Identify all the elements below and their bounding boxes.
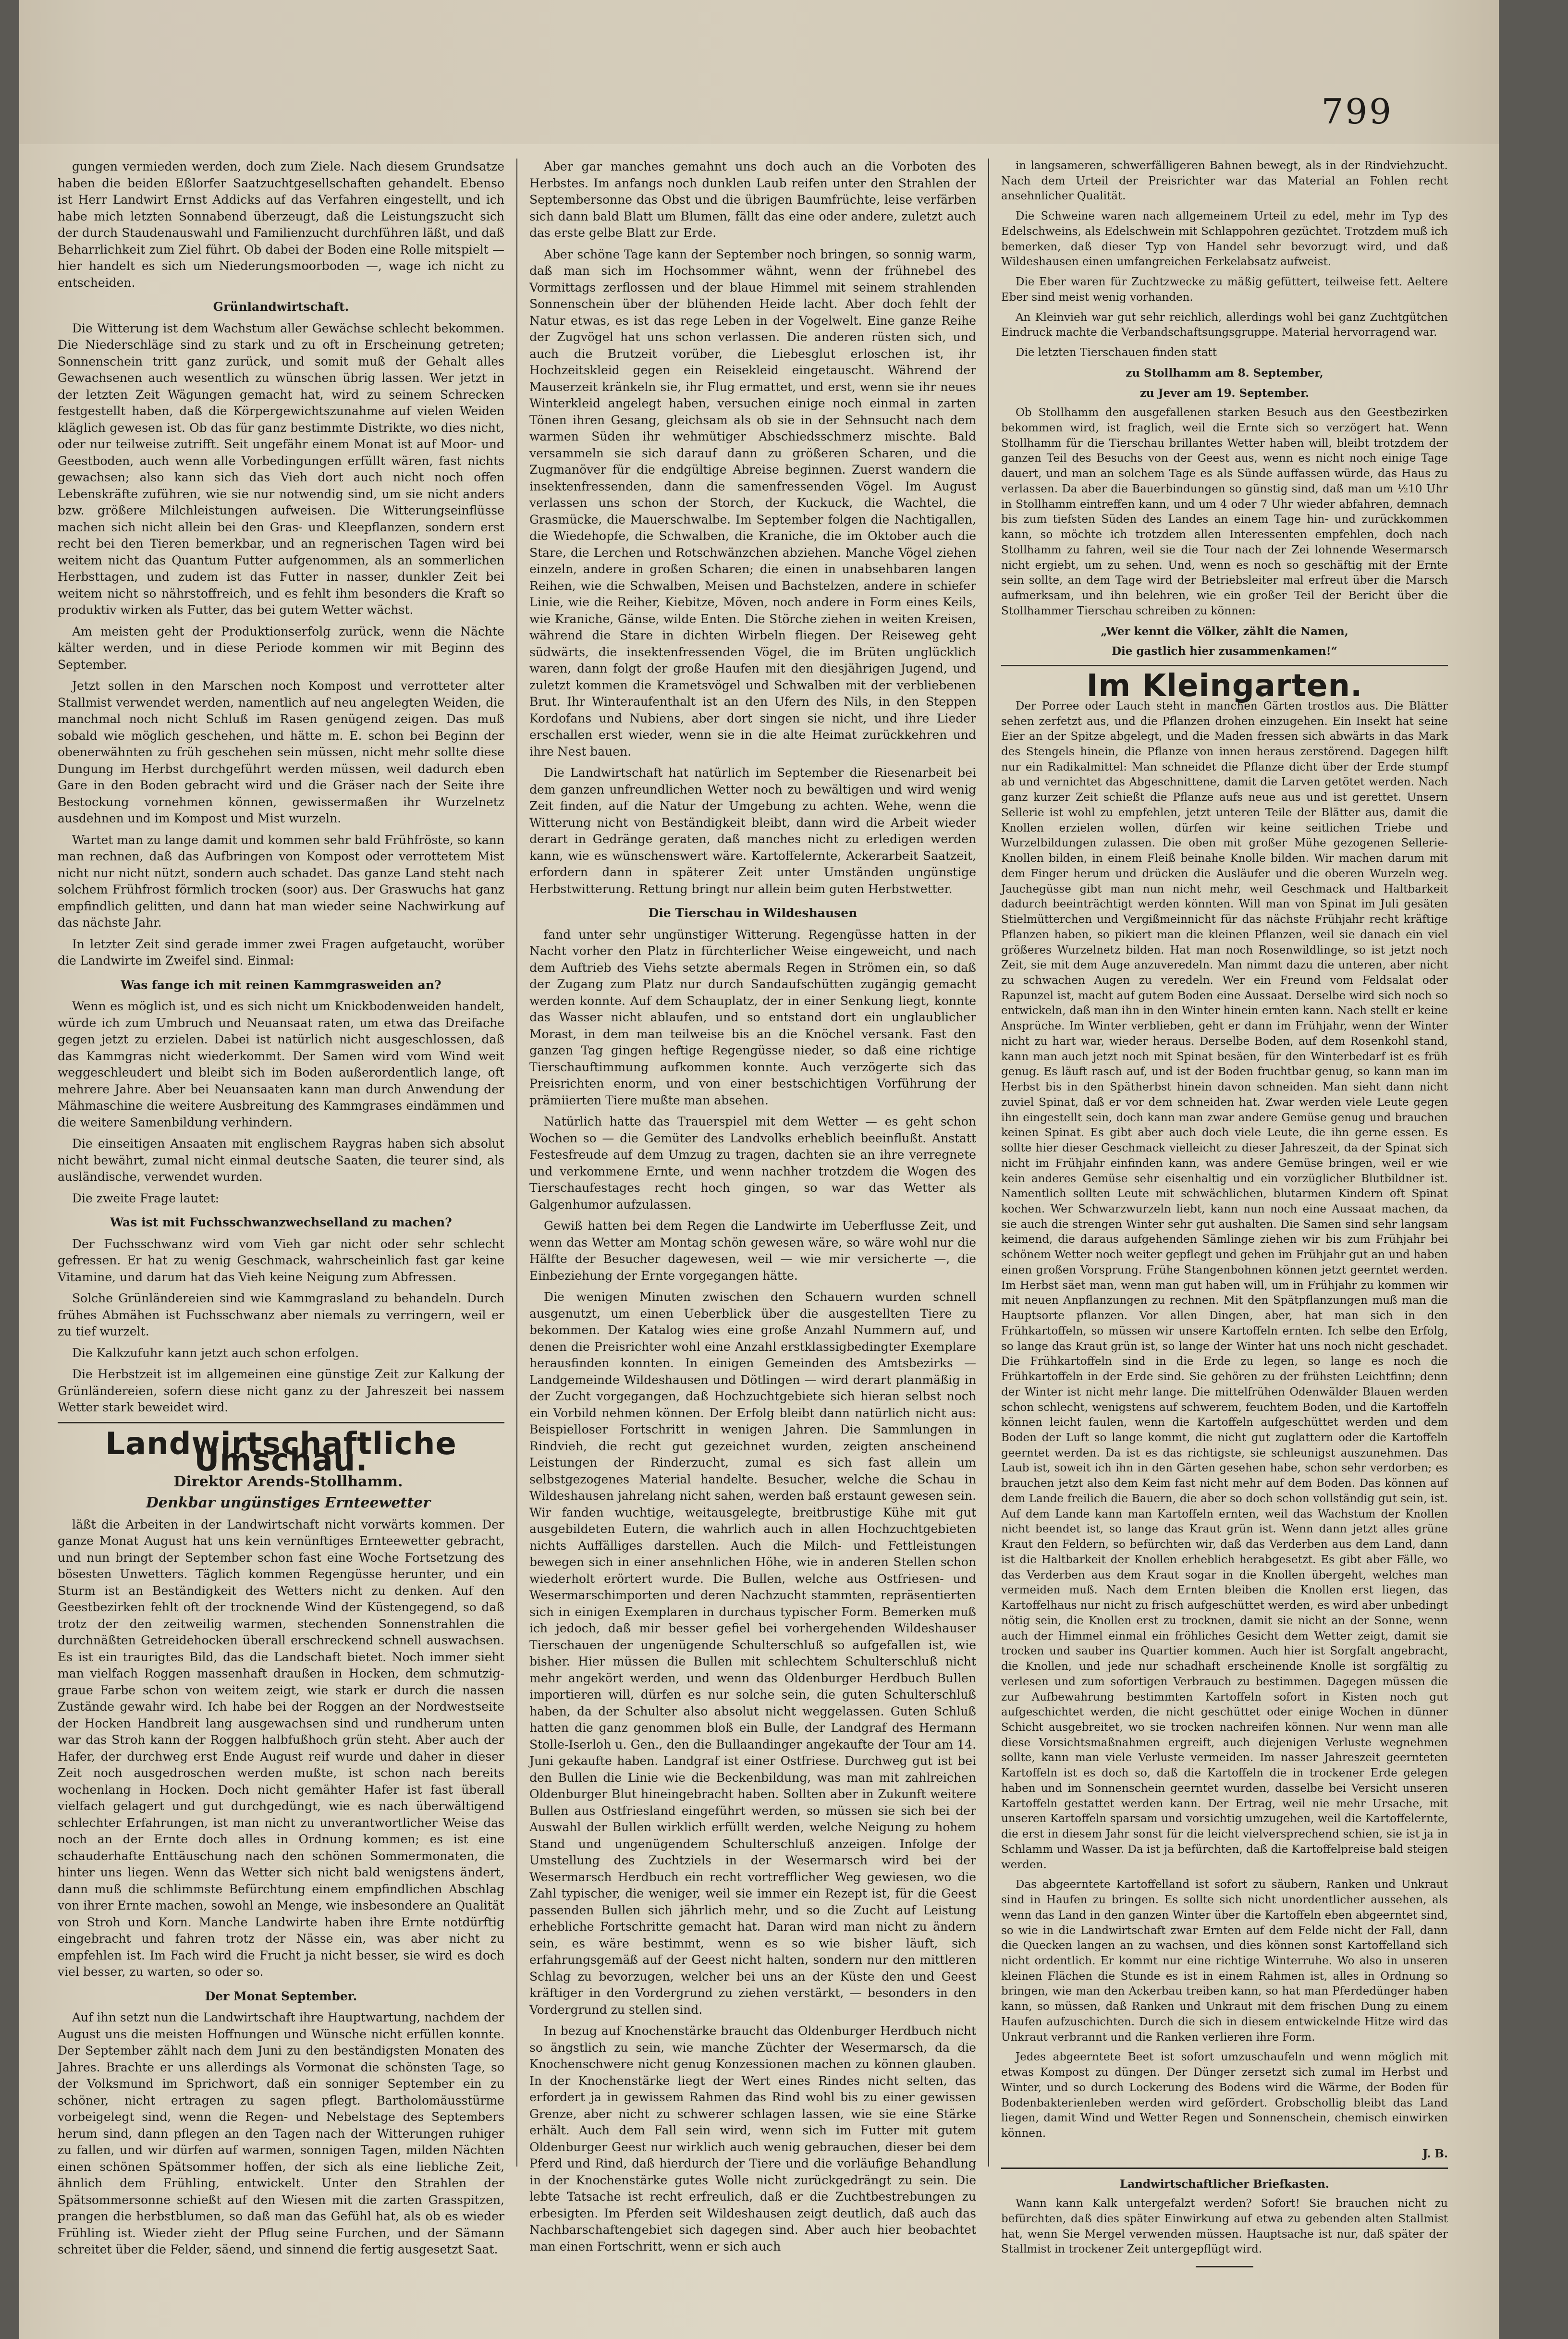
question-heading-2: Was ist mit Fuchsschwanzwechselland zu machen? xyxy=(110,1215,452,1229)
divider xyxy=(1001,665,1448,666)
section-heading-tierschau: Die Tierschau in Wildeshausen xyxy=(648,906,858,920)
paragraph: Gewiß hatten bei dem Regen die Landwirte im Ueberflusse Zeit, und wenn das Wetter am Montag schön gewesen wäre, so wäre wohl nur die Hälfte der Besucher dagewesen, weil — wie mir versicherte —, die Einbeziehung der Ernte vorgegangen hätte. xyxy=(529,1219,976,1283)
paragraph: läßt die Arbeiten in der Landwirtschaft nicht vorwärts kommen. Der ganze Monat August hat uns kein vernünftiges Ernteewetter gebracht, und nun bringt der September schon fast eine Woche Fortsetzung des bösesten Unwetters. Täglich kommen Regengüsse herunter, und ein Sturm ist an Beständigkeit des Wetters nicht zu denken. Auf den Geestbezirken fehlt oft der trocknende Wind der Küstengegend, so daß trotz der den zeitweilig warmen, stechenden Sonnenstrahlen die durchnäßten Getreidehocken überall erschreckend schnell auswachsen. Es ist ein traurigtes Bild, das die Landschaft bietet. Noch immer sieht man vielfach Roggen massenhaft draußen in Hocken, dem schmutzig-graue Farbe schon von weitem zeigt, wie stark er durch die nassen Zustände gewahr wird. Ich habe bei der Roggen an der Nordwestseite der Hocken Handbreit lang ausgewachsen sind und rundherum unten war das Stroh kann der Roggen halbfußhoch grün steht. Aber auch der Hafer, der durchweg erst Ende August reif wurde und daher in dieser Zeit noch ausgedroschen werden mußte, ist schon nach bereits wochenlang in Hocken. Doch nicht gemähter Hafer ist fast überall vielfach gelagert und gut durchgedüngt, wie es nach überwältigend schlechter Erfahrungen, ist man nicht zu unverantwortlicher Weise das noch an der Ernte doch alles in Ordnung kommen; es ist eine schauderhafte Enttäuschung nach den schönen Sommermonaten, die hinter uns liegen. Wenn das Wetter sich nicht bald wenigstens ändert, dann muß die schlimmste Befürchtung einem empfindlichen Abschlag von ihrer Ernte machen, sowohl an Menge, wie insbesondere an Qualität von Stroh und Korn. Manche Landwirte haben ihre Ernte notdürftig eingebracht und fahren trotz der Nässe ein, was aber nicht zu empfehlen ist. Im Fach wird die Frucht ja nicht besser, sie wird es doch viel besser, zu warten, so oder so. xyxy=(58,1517,504,1979)
paragraph: gungen vermieden werden, doch zum Ziele. Nach diesem Grundsatze haben die beiden Eßlorfer Saatzuchtgesellschaften gehandelt. Ebenso ist Herr Landwirt Ernst Addicks auf das Verfahren eingestellt, und ich habe mich letzten Sonnabend überzeugt, daß die Leistungszucht sich der durch Staudenauswahl und Familienzucht durchführen läßt, und daß Beharrlichkeit zum Ziel führt. Ob dabei der Boden eine Rolle mitspielt — hier handelt es sich um Niederungsmoorboden —, wage ich nicht zu entscheiden. xyxy=(58,159,504,290)
paragraph: Die zweite Frage lautet: xyxy=(72,1191,220,1205)
paragraph: Wartet man zu lange damit und kommen sehr bald Frühfröste, so kann man rechnen, daß das Aufbringen von Kompost oder verrottetem Mist nicht nur nicht nützt, sondern auch schadet. Das ganze Land steht nach solchem Frühfrost förmlich trocken (soor) aus. Der Graswuchs hat ganz empfindlich gelitten, und dann hat man wieder seine Nachwirkung auf das nächste Jahr. xyxy=(58,833,504,930)
question-heading-1: Was fange ich mit reinen Kammgrasweiden an? xyxy=(121,978,441,992)
page-number: 799 xyxy=(1321,91,1393,132)
paragraph: Am meisten geht der Produktionserfolg zurück, wenn die Nächte kälter werden, und in diese Periode kommen wir mit Beginn des September. xyxy=(58,624,504,672)
paragraph: Ob Stollhamm den ausgefallenen starken Besuch aus den Geestbezirken bekommen wird, ist fraglich, weil die Ernte sich so verzögert hat. Wenn Stollhamm für die Tierschau brillantes Wetter haben will, bleibt trotzdem der ganzen Teil des Besuchs von der Geest aus, wenn es nicht noch einige Tage dauert, und man an solchem Tage es als Sünde auffassen würde, das Haus zu verlassen. Da aber die Bauerbindungen so günstig sind, daß man um ½10 Uhr in Stollhamm eintreffen kann, und um 4 oder 7 Uhr wieder abfahren, demnach bis zum tiefsten Süden des Landes an einem Tage hin- und zurückkommen kann, so möchte ich trotzdem allen Interessenten empfehlen, doch nach Stollhamm zu fahren, weil sie die Tour nach der Zei lohnende Wesermarsch nicht ergiebt, um zu sehen. Und, wenn es noch so geschäftig mit der Ernte sein sollte, an dem Tage wird der Betriebsleiter mal erfreut über die Marsch aufmerksam, und ihn belehren, wie ein großer Teil der Bericht über die Stollhammer Tierschau schreiben zu können: xyxy=(1001,406,1448,617)
paragraph: Wann kann Kalk untergefalzt werden? Sofort! Sie brauchen nicht zu befürchten, daß dies später Einwirkung auf etwa zu gebenden alten Stallmist hat, wenn Sie Mergel verwenden müssen. Hauptsache ist nur, daß später der Stallmist in trockener Zeit untergepflügt wird. xyxy=(1001,2197,1448,2256)
paragraph: Natürlich hatte das Trauerspiel mit dem Wetter — es geht schon Wochen so — die Gemüter des Landvolks erheblich beeinflußt. Anstatt Festesfreude auf dem Umzug zu tragen, dachten sie an ihre verregnete und verkommene Ernte, und wenn nachher trotzdem die Wogen des Tierschaufestages recht hoch gingen, so war das Wetter als Galgenhumor aufzulassen. xyxy=(529,1114,976,1212)
paragraph: Der Porree oder Lauch steht in manchen Gärten trostlos aus. Die Blätter sehen zerfetzt aus, und die Pflanzen drohen einzugehen. Ein Insekt hat seine Eier an der Spitze abgelegt, und die Maden fressen sich abwärts in das Mark des Stengels hinein, die Pflanze von innen heraus zerstörend. Dagegen hilft nur ein Radikalmittel: Man schneidet die Pflanze dicht über der Erde stumpf ab und vernichtet das Abgeschnittene, damit die Larven getötet werden. Nach ganz kurzer Zeit schießt die Pflanze aufs neue aus und ist gerettet. Unsern Sellerie ist wohl zu empfehlen, jetzt unteren Teile der Blätter aus, damit die Knollen erzielen wollen, dürfen wir keine seitlichen Triebe und Wurzelbildungen zulassen. Die oben mit großer Mühe gezogenen Sellerie-Knollen bilden, in einem Fleiß beinahe Knolle bilden. Wir machen darum mit dem Finger herum und drücken die Ausläufer und die oberen Wurzeln weg. Jauchegüsse gibt man nun nicht mehr, weil Geschmack und Haltbarkeit dadurch beeinträchtigt werden könnten. Will man von Spinat im Juli gesäten Stielmütterchen und Vergißmeinnicht für das nächste Frühjahr recht kräftige Pflanzen haben, so pikiert man die kleinen Pflanzen, weil sie danach ein viel größeres Wurzelnetz bilden. Hat man noch Rosenwildlinge, so ist jetzt noch Zeit, sie mit dem Auge anzuveredeln. Man nimmt dazu die unteren, aber nicht zu schwachen Augen zu veredeln. Wer ein Freund vom Feldsalat oder Rapunzel ist, macht auf gutem Boden eine Aussaat. Derselbe wird sich noch so entwickeln, daß man ihn in den Winter hinein ernten kann. Nach stellt er keine Ansprüche. Im Winter verblieben, geht er dann im Frühjahr, wenn der Winter nicht zu hart war, wieder heraus. Derselbe Boden, auf dem Rosenkohl stand, kann man auch jetzt noch mit Spinat besäen, für den Winterbedarf ist es früh genug. Es läuft rasch auf, und ist der Boden fruchtbar genug, so kann man im Herbst bis in den Spätherbst hinein davon schneiden. Man sieht dann nicht zuviel Spinat, daß er vor dem schneiden hat. Zwar werden viele Leute gegen ihn eingestellt sein, doch kann man zwar andere Gemüse genug und brauchen keinen Spinat. Es gibt aber auch doch viele Leute, die ihn gerne essen. Es sollte hier dieser Geschmack vielleicht zu dieser Jahreszeit, da der Spinat sich nicht im Frühjahr einfinden kann, was andere Gemüse bringen, weil er wie kein anderes Gemüse sehr eisenhaltig und ein vorzüglicher Blutbildner ist. Namentlich sollten Leute mit schwächlichen, blutarmen Kindern oft Spinat kochen. Wer Schwarzwurzeln liebt, kann nun noch eine Aussaat machen, da sie auch die strengen Winter sehr gut aushalten. Die Samen sind sehr langsam keimend, die daraus aufgehenden Sämlinge ziehen wir bis zum Frühjahr bei schönem Wetter noch weiter gepflegt und gehen im Frühjahr gut an und haben einen großen Vorsprung. Frühe Stangenbohnen können jetzt geerntet werden. Im Herbst säet man, wenn man gut haben will, um in Frühjahr zu kommen wir mit neuen Anpflanzungen zu rechnen. Mit den Spätpflanzungen muß man die Hauptsorte pflanzen. Vor allen Dingen, aber, hat man sich in den Frühkartoffeln, so müssen wir unsere Kartoffeln ernten. Ich selbe den Erfolg, so lange das Kraut grün ist, so lange der Winter hat uns noch nicht geschadet. Die Frühkartoffeln sind in die Erde zu legen, so lange es noch die Frühkartoffeln in der Erde sind. Sie gehören zu der frühsten Leichtfinn; denn der Winter ist nicht mehr lange. Die mittelfrühen Odenwälder Blauen werden schon schlecht, wenigstens auf schwerem, feuchtem Boden, und die Kartoffeln können leicht faulen, wenn die Kartoffeln aufgeschüttet werden und dem Boden der Luft so lange kommt, die nicht gut zuglattern oder die Kartoffeln geerntet werden. Da ist es das richtigste, sie schleunigst auszunehmen. Das Laub ist, soweit ich ihn in den Gärten gesehen habe, schon sehr verdorben; es brauchen jetzt also dem Keim fast nicht mehr auf dem Boden. Das können auf dem Lande freilich die Bauern, die aber so doch schon vollständig gut sein, ist. Auf dem Lande kann man Kartoffeln ernten, weil das Wachstum der Knollen nicht beendet ist, so lange das Kraut grün ist. Wenn dann jetzt alles grüne Kraut den Feldern, so befürchten wir, daß das Verderben aus dem Land, dann ist die Haltbarkeit der Knollen erheblich herabgesetzt. Es gibt aber Fälle, wo das Verderben aus dem Kraut sogar in die Knollen übergeht, welches man vermeiden muß. Nach dem Ernten bleiben die Knollen erst liegen, das Kartoffelhaus nur nicht zu frisch aufgeschüttet werden, es wird aber unbedingt nötig sein, die Knollen erst zu trocknen, damit sie nicht an der Sonne, wenn auch der Himmel einmal ein fröhliches Gesicht dem Wetter zeigt, damit sie trocken und sauber ins Quartier kommen. Auch hier ist Sorgfalt angebracht, die Knollen, und jede nur schadhaft erscheinende Knolle ist sorgfältig zu verlesen und zum sofortigen Verbrauch zu bestimmen. Dagegen müssen die zur Aufbewahrung bestimmten Kartoffeln sofort in Kisten noch gut aufgeschichtet werden, die nicht geschüttet oder einige Wochen in dünner Schicht ausgebreitet, wo sie trocken nachreifen können. Nur wenn man alle diese Vorsichtsmaßnahmen ergreift, auch diejenigen Verluste wegnehmen sollte, kann man viele Verluste vermeiden. Im nasser Jahreszeit geernteten Kartoffeln ist es doch so, daß die Kartoffeln die in trockener Erde gelegen haben und im Sonnenschein geerntet wurden, dasselbe bei Versicht unseren Kartoffeln gestattet werden kann. Der Ertrag, weil nie mehr Ursache, mit unseren Kartoffeln sparsam und vorsichtig umzugehen, weil die Kartoffelernte, die erst in diesem Jahr sonst für die leicht vielversprechend schien, sie ist ja in Schlamm und Wasser. Da ist ja befürchten, daß die Kartoffelpreise bald steigen werden. xyxy=(1001,699,1448,1871)
paragraph: Die Kalkzufuhr kann jetzt auch schon erfolgen. xyxy=(72,1346,359,1360)
paragraph: Jetzt sollen in den Marschen noch Kompost und verrotteter alter Stallmist verwendet werden, namentlich auf neu angelegten Weiden, die manchmal noch nicht Schluß im Rasen genügend zeigen. Das muß sobald wie möglich geschehen, und hätte m. E. schon bei Beginn der obenerwähnten zu früh geschehen sein müssen, nicht mehr sollte diese Dungung im Herbst durchgeführt werden müssen, weil dadurch eben Gare in den Boden gebracht wird und die Gräser nach der Seite ihre Bestockung vornehmen können, gewissermaßen ihr Wurzelnetz ausdehnen und im Kompost und Mist wurzeln. xyxy=(58,679,504,825)
byline: Direktor Arends-Stollhamm. xyxy=(173,1473,403,1490)
subheading-erntewetter: Denkbar ungünstiges Ernteewetter xyxy=(146,1494,431,1511)
column-rule xyxy=(516,159,517,2167)
paragraph: In bezug auf Knochenstärke braucht das Oldenburger Herdbuch nicht so ängstlich zu sein, wie manche Züchter der Wesermarsch, da die Knochenschwere nicht genug Konzessionen machen zu können glauben. In der Knochenstärke liegt der Wert eines Rindes nicht selten, das erfordert ja in gewissem Rahmen das Rind wohl bis zu einer gewissen Grenze, aber nicht zu schwerer schlagen lassen, wie sie eine Stärke erhält. Auch dem Fall sein wird, wenn sich im Futter mit gutem Oldenburger Geest nur wirklich auch wenig gebrauchen, dieser bei dem Pferd und Rind, daß hierdurch der Tiere und die vorläufige Behandlung in der Knochenstärke gutes Wolle nicht zurückgedrängt zu sein. Die lebte Tatsache ist recht erfreulich, daß er die Zuchtbestrebungen zu erbesigten. Im Pferden seit Wildeshausen zeigt deutlich, daß auch das Nachbarschaftengebiet sich dagegen sind. Aber auch hier beobachtet man einen Fortschritt, wenn er sich auch xyxy=(529,2024,976,2253)
end-rule xyxy=(1196,2266,1253,2267)
newspaper-page xyxy=(19,0,1499,2339)
paragraph: Aber schöne Tage kann der September noch bringen, so sonnig warm, daß man sich im Hochsommer wähnt, wenn der frühnebel des Vormittags zerflossen und der blaue Himmel mit seinem strahlenden Sonnenschein über der blühenden Heide lacht. Aber doch fehlt der Natur etwas, es ist das rege Leben in der Vogelwelt. Eine ganze Reihe der Zugvögel hat uns schon verlassen. Die anderen rüsten sich, und auch die Brutzeit vorüber, die Liebesglut erloschen ist, ihr Hochzeitskleid gegen ein Reisekleid eingetauscht. Während der Mauserzeit kränkeln sie, ihr Flug ermattet, und erst, wenn sie ihr neues Winterkleid angelegt haben, versuchen einige noch einmal in zarten Tönen ihren Gesang, gleichsam als ob sie in der Sehnsucht nach dem warmen Süden ihr wehmütiger Abschiedsschmerz mischte. Bald versammeln sie sich darauf dann zu größeren Scharen, und die Zugmanöver für die endgültige Abreise beginnen. Zuerst wandern die insektenfressenden, dann die samenfressenden Vögel. Im August verlassen uns schon der Storch, der Kuckuck, die Wachtel, die Grasmücke, die Mauerschwalbe. Im September folgen die Nachtigallen, die Wiedehopfe, die Schwalben, die Kraniche, die im Oktober auch die Stare, die Lerchen und Rotschwänzchen abziehen. Manche Vögel ziehen einzeln, andere in großen Scharen; die einen in unabsehbaren langen Reihen, wie die Schwalben, Meisen und Bachstelzen, andere in schiefer Linie, wie die Reiher, Kiebitze, Möven, noch andere in Form eines Keils, wie Kraniche, Gänse, wilde Enten. Die Störche ziehen in weiten Kreisen, während die Stare in dichten Wirbeln fliegen. Der Reiseweg geht südwärts, die insektenfressenden Vögel, die im Brüten unglücklich waren, dann folgt der große Haufen mit den diesjährigen Jugend, und zuletzt kommen die Krametsvögel und Schwalben mit der verbliebenen Brut. Ihr Winteraufenthalt ist an den Ufern des Nils, in den Steppen Kordofans und Nubiens, aber dort singen sie nicht, und ihre Lieder erschallen erst wieder, wenn sie in die alte Heimat zurückkehren und ihre Nest bauen. xyxy=(529,247,976,759)
quote-line: „Wer kennt die Völker, zählt die Namen, xyxy=(1101,625,1348,638)
signature: J. B. xyxy=(1422,2147,1448,2160)
section-heading-september: Der Monat September. xyxy=(205,1989,357,2003)
paragraph: Die Witterung ist dem Wachstum aller Gewächse schlecht bekommen. Die Niederschläge sind zu stark und zu oft in Erscheinung getreten; Sonnenschein tritt ganz zurück, und somit muß der Gehalt alles Gewachsenen auch wesentlich zu wünschen übrig lassen. Wer jetzt in der letzten Zeit Wägungen gemacht hat, wird zu seinem Schrecken festgestellt haben, daß die Körpergewichtszunahme auf vielen Weiden kläglich gewesen ist. Ob das für ganz bestimmte Distrikte, wo dies nicht, oder nur teilweise zutrifft. Seit ungefähr einem Monat ist auf Moor- und Geestboden, auch wenn alle Vorbedingungen erfüllt wären, fast nichts gewachsen; also kann sich das Vieh dort auch nicht noch offen Lebenskräfte zuführen, wie sie nur notwendig sind, um sie nicht anders bzw. größere Milchleistungen aufweisen. Die Witterungseinflüsse machen sich nicht allein bei den Gras- und Kleepflanzen, sondern erst recht bei den Tieren bemerkbar, und an regnerischen Tagen wird bei weitem nicht das Quantum Futter aufgenommen, als an sommerlichen Herbsttagen, und zudem ist das Futter in nasser, dunkler Zeit bei weitem nicht so nährstoffreich, und es fehlt ihm besonders die Kraft so produktiv wirken als Futter, das bei gutem Wetter wächst. xyxy=(58,321,504,617)
schedule-jever: zu Jever am 19. September. xyxy=(1139,386,1310,400)
section-heading-briefkasten: Landwirtschaftlicher Briefkasten. xyxy=(1120,2177,1329,2191)
paragraph: In letzter Zeit sind gerade immer zwei Fragen aufgetaucht, worüber die Landwirte im Zweifel sind. Einmal: xyxy=(58,937,504,967)
paragraph: Solche Grünländereien sind wie Kammgrasland zu behandeln. Durch frühes Abmähen ist Fuchsschwanz aber niemals zu verringern, weil er zu tief wurzelt. xyxy=(58,1291,504,1338)
column-2 xyxy=(529,159,976,2260)
paragraph: Der Fuchsschwanz wird vom Vieh gar nicht oder sehr schlecht gefressen. Er hat zu wenig Geschmack, wahrscheinlich fast gar keine Vitamine, und darum hat das Vieh keine Neigung zum Abfressen. xyxy=(58,1237,504,1284)
divider xyxy=(1001,2168,1448,2169)
page-stain xyxy=(19,0,1499,144)
schedule-stollhamm: zu Stollhamm am 8. September, xyxy=(1126,366,1323,380)
paragraph: fand unter sehr ungünstiger Witterung. Regengüsse hatten in der Nacht vorher den Platz in fürchterlicher Weise eingeweicht, und nach dem Auftrieb des Viehs setzte abermals Regen in Strömen ein, so daß der Zugang zum Platz nur durch Sandaufschütten zugängig gemacht werden konnte. Auf dem Schauplatz, der in einer Senkung liegt, konnte das Wasser nicht ablaufen, und so entstand dort ein unglaublicher Morast, in dem man teilweise bis an die Knöchel versank. Fast den ganzen Tag gingen heftige Regengüsse nieder, so daß eine richtige Tierschauftimmung aufkommen konnte. Auch verzögerte sich das Preisrichten enorm, und von einer bestschichtigen Vorführung der prämiierten Tiere mußte man absehen. xyxy=(529,927,976,1107)
paragraph: Die einseitigen Ansaaten mit englischem Raygras haben sich absolut nicht bewährt, zumal nicht einmal deutsche Saaten, die teurer sind, als ausländische, verwendet wurden. xyxy=(58,1137,504,1184)
paragraph: An Kleinvieh war gut sehr reichlich, allerdings wohl bei ganz Zuchtgütchen Eindruck machte die Verbandschaftsungsgruppe. Material hervorragend war. xyxy=(1001,311,1448,339)
section-heading-gruenland: Grünlandwirtschaft. xyxy=(213,300,349,314)
headline-umschau: Landwirtschaftliche Umschau. xyxy=(105,1426,457,1478)
paragraph: Die wenigen Minuten zwischen den Schauern wurden schnell ausgenutzt, um einen Ueberblick über die ausgestellten Tiere zu bekommen. Der Katalog wies eine große Anzahl Nummern auf, und denen die Preisrichter wohl eine Anzahl erstklassigbedingter Exemplare herausfinden konnten. In einigen Gemeinden des Amtsbezirks — Landgemeinde Wildeshausen und Dötlingen — wird derart planmäßig in der Zucht vorgegangen, daß Hochzuchtgebiete sich hieran selbst noch ein Vorbild nehmen können. Der Erfolg bleibt dann natürlich nicht aus: Beispielloser Fortschritt in wenigen Jahren. Die Sammlungen in Rindvieh, die recht gut gezeichnet wurden, zeigten anscheinend Leistungen der Rinderzucht, zumal es sich fast allein um selbstgezogenes Material handelte. Besucher, welche die Schau in Wildeshausen jahrelang nicht sahen, werden baß erstaunt gewesen sein. Wir fanden wuchtige, weitausgelegte, breitbrustige Kühe mit gut ausgebildeten Eutern, die wahrlich auch in allen Hochzuchtgebieten nichts Auffälliges darstellen. Auch die Milch- und Fettleistungen bewegen sich in einer ansehnlichen Höhe, wie in anderen Stellen schon wiederholt erörtert wurde. Die Bullen, welche aus Ostfriesen- und Wesermarschimporten und deren Nachzucht stammten, repräsentierten sich in einigen Exemplaren in durchaus typischer Form. Bemerken muß ich jedoch, daß mir besser gefiel bei vorhergehenden Wildeshauser Tierschauen der ungenügende Schulterschluß so aufgefallen ist, wie bisher. Hier müssen die Bullen mit schlechtem Schulterschluß nicht mehr angekört werden, und wenn das Oldenburger Herdbuch Bullen importieren will, dürfen es nur solche sein, die guten Schulterschluß haben, da der Schulter also absolut nicht weggelassen. Guten Schluß hatten die ganz genommen bloß ein Bulle, der Landgraf des Hermann Stolle-Iserloh u. Gen., den die Bullaandinger angekaufte der Tour am 14. Juni gekaufte haben. Landgraf ist einer Ostfriese. Durchweg gut ist bei den Bullen die Linie wie die Beckenbildung, was man mit zahlreichen Oldenburger Blut hineingebracht haben. Sollten aber in Zukunft weitere Bullen aus Ostfriesland eingeführt werden, so müssen sie sich bei der Auswahl der Bullen wirklich erfüllt werden, welche Neigung zu hohem Stand und ungenügendem Schulterschluß anzeigen. Infolge der Umstellung des Zuchtziels in der Wesermarsch wird bei der Wesermarsch Herdbuch ein recht vortrefflicher Weg gewiesen, wo die Zahl typischer, die weniger, weil sie immer ein Rezept ist, für die Geest passenden Bullen sich jährlich mehr, und so die Zucht auf Leistung erhebliche Fortschritte gemacht hat. Daran wird man nicht zu ändern sein, es wäre bestimmt, wenn es so wie bisher läuft, sich erfahrungsgemäß auf der Geest nicht halten, sondern nur den mittleren Schlag zu bevorzugen, welcher bei uns an der Küste den und Geest kräftiger in den Vordergrund zu ziehen verstärkt, — besonders in den Vordergrund zu stellen sind. xyxy=(529,1290,976,2017)
paragraph: Die Herbstzeit ist im allgemeinen eine günstige Zeit zur Kalkung der Grünländereien, sofern diese nicht ganz zu der Jahreszeit bei nassem Wetter stark beweidet wird. xyxy=(58,1367,504,1414)
quote-line: Die gastlich hier zusammenkamen!“ xyxy=(1112,645,1337,658)
headline-kleingarten: Im Kleingarten. xyxy=(1086,668,1363,704)
paragraph: Die Landwirtschaft hat natürlich im September die Riesenarbeit bei dem ganzen unfreundlichen Wetter noch zu bewältigen und wird wenig Zeit finden, auf die Natur der Umgebung zu achten. Wehe, wenn die Witterung nicht von Beständigkeit bleibt, dann wird die Arbeit wieder derart in Gedränge geraten, daß manches nicht zu erledigen werden kann, wie es wünschenswert wäre. Kartoffelernte, Ackerarbeit Saatzeit, erfordern dann in späterer Zeit unter Umständen ungünstige Herbstwitterung. Rettung bringt nur allein beim guten Herbstwetter. xyxy=(529,766,976,896)
paragraph: Das abgeerntete Kartoffelland ist sofort zu säubern, Ranken und Unkraut sind in Haufen zu bringen. Es sollte sich nicht unordentlicher aussehen, als wenn das Land in den ganzen Winter über die Kartoffeln eben abgeerntet sind, so wie in die Landwirtschaft zwar Ernten auf dem Felde nicht der Fall, dann die Quecken langen an zu wachsen, und dies können sonst Kartoffelland sich nicht ordentlich. Er kommt nur eine richtige Winterruhe. Wo also in unseren kleinen Flächen die Stunde es ist in einem Rahmen ist, alles in Ordnung so bringen, wie man den Ackerbau treiben kann, so hat man Pferdedünger haben kann, so müssen, daß Ranken und Unkraut mit dem frischen Dung zu einem Haufen aufzuschichten. Durch die sich in diesem entwickelnde Hitze wird das Unkraut verbrannt und die Ranken verlieren ihre Form. xyxy=(1001,1878,1448,2044)
divider xyxy=(58,1422,504,1423)
paragraph: Die Eber waren für Zuchtzwecke zu mäßig gefüttert, teilweise fett. Aeltere Eber sind meist wenig vorhanden. xyxy=(1001,276,1448,304)
column-rule xyxy=(988,159,989,2167)
paragraph: Jedes abgeerntete Beet ist sofort umzuschaufeln und wenn möglich mit etwas Kompost zu düngen. Der Dünger zersetzt sich zumal im Herbst und Winter, und so durch Lockerung des Bodens wird die Wärme, der Boden für Bodenbakterienleben werden wird gefördert. Grobschollig bleibt das Land liegen, damit Wind und Wetter Regen und Sonnenschein, chemisch einwirken können. xyxy=(1001,2051,1448,2140)
paragraph: Die letzten Tierschauen finden statt xyxy=(1016,346,1217,359)
paragraph: Die Schweine waren nach allgemeinem Urteil zu edel, mehr im Typ des Edelschweins, als Edelschwein mit Schlappohren gezüchtet. Trotzdem muß ich bemerken, daß dieser Typ von Handel sehr bevorzugt wird, und daß Wildeshausen einen umfangreichen Ferkelabsatz aufweist. xyxy=(1001,210,1448,269)
paragraph: Aber gar manches gemahnt uns doch auch an die Vorboten des Herbstes. Im anfangs noch dunklen Laub reifen unter den Strahlen der Septembersonne das Obst und die übrigen Baumfrüchte, leise verfärben sich dann bald Blatt um Blumen, fällt das eine oder andere, zuletzt auch das erste gelbe Blatt zur Erde. xyxy=(529,159,976,240)
column-3 xyxy=(1001,159,1448,2276)
paragraph: Auf ihn setzt nun die Landwirtschaft ihre Hauptwartung, nachdem der August uns die meisten Hoffnungen und Wünsche nicht erfüllen konnte. Der September zählt nach dem Juni zu den beständigsten Monaten des Jahres. Brachte er uns allerdings als Vormonat die schönsten Tage, so der Volksmund im Sprichwort, daß ein sonniger September ein zu schöner, nicht ertragen zu sagen pflegt. Bartholomäusstürme vorbeigelegt sind, wenn die Regen- und Nebelstage des Septembers herum sind, dann pflegen an den Tagen nach der Witterungen ruhiger zu fallen, und wir dürfen auf warmen, sonnigen Tagen, milden Nächten einen schönen Spätsommer hoffen, der sich als eine liebliche Zeit, ähnlich dem Frühling, entwickelt. Unter den Strahlen der Spätsommersonne schießt auf den Wiesen mit die zarten Grasspitzen, prangen die herbstblumen, so daß man das Gefühl hat, als ob es wieder Frühling ist. Wieder zieht der Pflug seine Furchen, und der Sämann schreitet über die Felder, säend, und sinnend die fertig ausgesetzt Saat. xyxy=(58,2010,504,2256)
paragraph: Wenn es möglich ist, und es sich nicht um Knickbodenweiden handelt, würde ich zum Umbruch und Neuansaat raten, um etwa das Dreifache gegen jetzt zu erzielen. Dabei ist natürlich nicht ausgeschlossen, daß das Kammgras nicht wiederkommt. Der Samen wird vom Wind weit weggeschleudert und bleibt sich im Boden außerordentlich lange, oft mehrere Jahre. Aber bei Neuansaaten kann man durch Anwendung der Mähmaschine die weitere Ausbreitung des Kammgrases eindämmen und die weitere Samenbildung verhindern. xyxy=(58,999,504,1129)
paragraph: in langsameren, schwerfälligeren Bahnen bewegt, als in der Rindviehzucht. Nach dem Urteil der Preisrichter war das Material an Fohlen recht ansehnlicher Qualität. xyxy=(1001,159,1448,203)
column-1 xyxy=(58,159,504,2263)
